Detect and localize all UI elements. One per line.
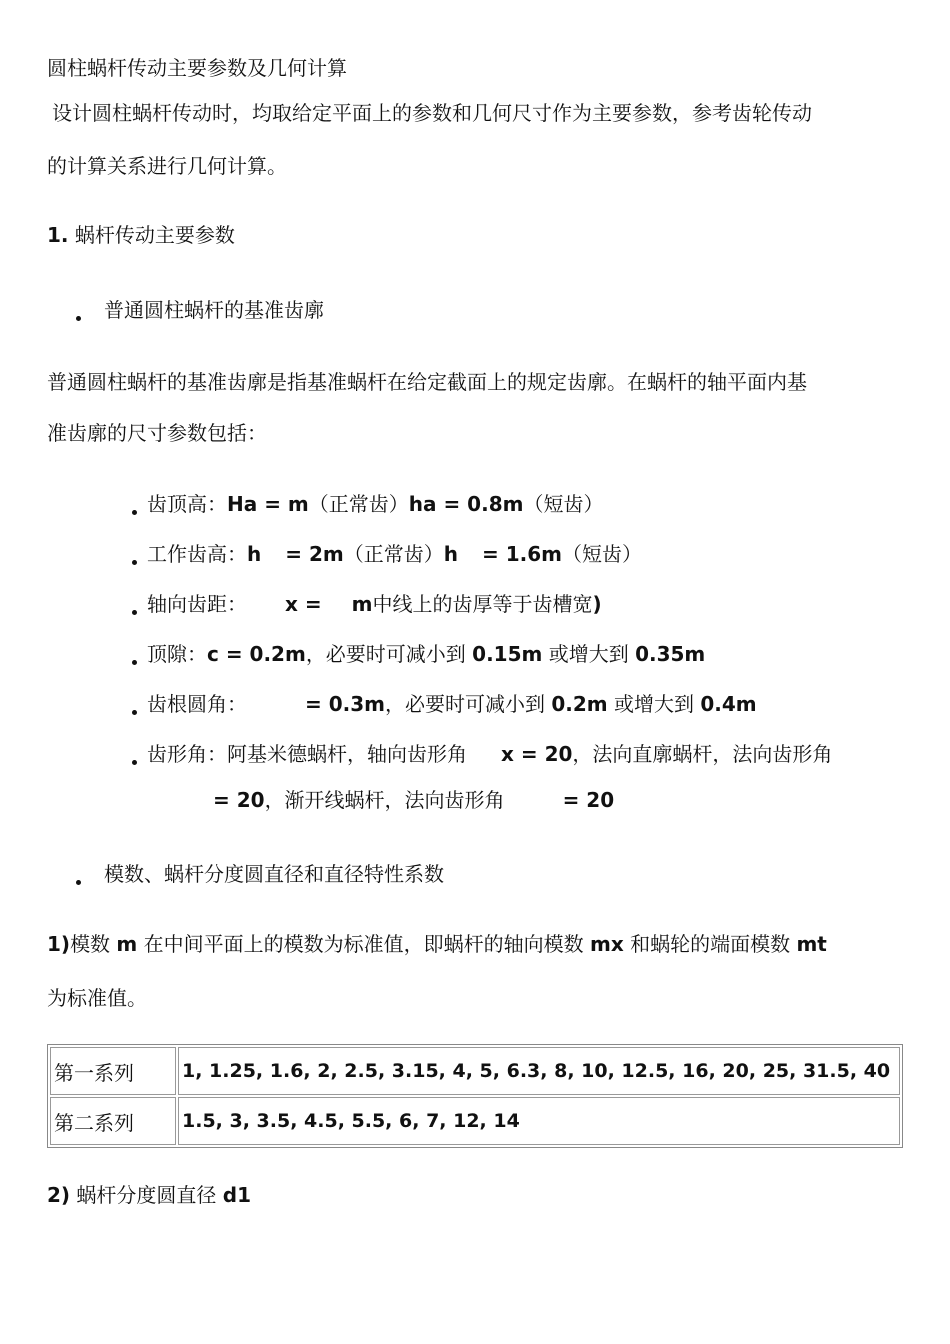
table-row <box>50 1097 900 1145</box>
formula: ) <box>592 592 602 616</box>
formula: = 0.3m <box>305 692 385 716</box>
item-root-fillet <box>147 691 757 717</box>
section-1-title: 蜗杆传动主要参数 <box>74 223 235 247</box>
formula: 0.4m <box>700 692 757 716</box>
para-text: 在中间平面上的模数为标准值，即蜗杆的轴向模数 <box>137 932 590 956</box>
formula: h <box>247 542 262 566</box>
para-text: 和蜗轮的端面模数 <box>623 932 797 956</box>
bullet-icon <box>132 660 137 665</box>
item-number: 1) <box>47 932 71 956</box>
formula: d1 <box>222 1183 252 1207</box>
bullet-icon <box>132 760 137 765</box>
item-text: （正常齿） <box>343 542 444 566</box>
section-1-number: 1. <box>47 223 69 247</box>
item-label: 齿形角：阿基米德蜗杆，轴向齿形角 <box>147 742 467 766</box>
para-text: 蜗杆分度圆直径 <box>76 1183 223 1207</box>
module-series-table <box>47 1044 903 1148</box>
formula: Ha = m <box>227 492 309 516</box>
formula: = 2m <box>285 542 344 566</box>
table-cell: 1.5, 3, 3.5, 4.5, 5.5, 6, 7, 12, 14 <box>178 1097 900 1145</box>
formula: mx <box>589 932 624 956</box>
formula: c = 0.2m <box>207 642 306 666</box>
item-number: 2) <box>47 1183 71 1207</box>
item-text: 中线上的齿厚等于齿槽宽 <box>372 592 593 616</box>
table-row <box>50 1047 900 1095</box>
formula: x = <box>285 592 322 616</box>
table-row-header: 第一系列 <box>50 1047 176 1095</box>
item-profile-angle-cont <box>213 787 614 813</box>
formula: = 20 <box>562 788 615 812</box>
item-text: ，必要时可减小到 <box>305 642 473 666</box>
item-text: 或增大到 <box>607 692 701 716</box>
item-text: （正常齿） <box>308 492 409 516</box>
item-text: 或增大到 <box>542 642 636 666</box>
item-label: 工作齿高： <box>147 542 247 566</box>
item-label: 齿根圆角： <box>147 692 247 716</box>
pitch-diameter-heading <box>47 1182 251 1208</box>
item-clearance <box>147 641 705 667</box>
intro-line-2: 的计算关系进行几何计算。 <box>47 154 287 178</box>
formula: m <box>351 592 373 616</box>
table-cell: 1, 1.25, 1.6, 2, 2.5, 3.15, 4, 5, 6.3, 8, 10, 12.5, 16, 20, 25, 31.5, 40 <box>178 1047 900 1095</box>
item-profile-angle <box>147 741 832 767</box>
item-text: ，渐开线蜗杆，法向齿形角 <box>264 788 505 812</box>
formula: m <box>116 932 138 956</box>
formula: x = 20 <box>501 742 573 766</box>
formula: 0.2m <box>551 692 608 716</box>
bullet-icon <box>132 510 137 515</box>
bullet-icon <box>132 560 137 565</box>
item-label: 齿顶高： <box>147 492 227 516</box>
table-row-header: 第二系列 <box>50 1097 176 1145</box>
bullet-icon <box>132 710 137 715</box>
formula: 0.35m <box>635 642 706 666</box>
item-text: ，必要时可减小到 <box>385 692 552 716</box>
module-para-line-2: 为标准值。 <box>47 986 147 1010</box>
formula: = 1.6m <box>481 542 562 566</box>
sub1-para-line-1: 普通圆柱蜗杆的基准齿廓是指基准蜗杆在给定截面上的规定齿廓。在蜗杆的轴平面内基 <box>47 370 807 394</box>
sub1-para-line-2: 准齿廓的尺寸参数包括： <box>47 421 267 445</box>
subheading-2: 模数、蜗杆分度圆直径和直径特性系数 <box>104 862 444 886</box>
formula: h <box>443 542 458 566</box>
page-title: 圆柱蜗杆传动主要参数及几何计算 <box>47 56 347 80</box>
bullet-icon <box>76 880 81 885</box>
bullet-icon <box>132 610 137 615</box>
item-axial-pitch <box>147 591 602 617</box>
section-1-heading <box>47 222 235 248</box>
formula: = 20 <box>213 788 265 812</box>
formula: ha = 0.8m <box>408 492 524 516</box>
item-text: （短齿） <box>523 492 604 516</box>
item-label: 轴向齿距： <box>147 592 247 616</box>
item-addendum <box>147 491 603 517</box>
formula: mt <box>796 932 827 956</box>
intro-line-1: 设计圆柱蜗杆传动时，均取给定平面上的参数和几何尺寸作为主要参数，参考齿轮传动 <box>52 101 812 125</box>
item-label: 顶隙： <box>147 642 207 666</box>
item-text: （短齿） <box>561 542 642 566</box>
para-text: 模数 <box>70 932 117 956</box>
item-working-depth <box>147 541 642 567</box>
item-text: ，法向直廓蜗杆，法向齿形角 <box>572 742 833 766</box>
formula: 0.15m <box>472 642 543 666</box>
subheading-1: 普通圆柱蜗杆的基准齿廓 <box>104 298 324 322</box>
module-para-line-1 <box>47 931 827 957</box>
bullet-icon <box>76 316 81 321</box>
